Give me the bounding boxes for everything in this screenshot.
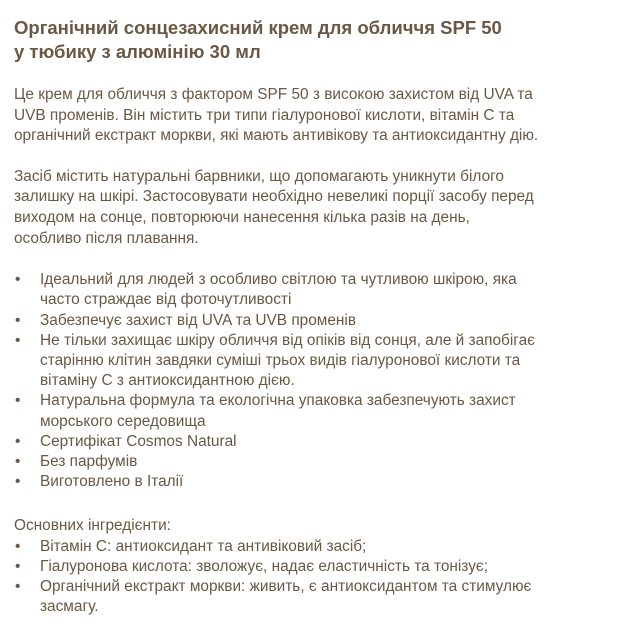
paragraph-line: Засіб містить натуральні барвники, що допомагають уникнути білого [14,167,504,185]
list-item-line: Виготовлено в Італії [40,473,184,491]
list-item-line: засмагу. [40,598,99,616]
bullet-icon: • [15,557,21,575]
bullet-icon: • [15,392,21,410]
list-item-line: часто страждає від фоточутливості [40,291,292,309]
list-item-line: старінню клітин завдяки суміші трьох видів гіалуронової кислоти та [40,351,521,369]
paragraph-line: органічний екстракт моркви, які мають антивікову та антиоксидантну дію. [14,127,539,145]
list-item-line: Не тільки захищає шкіру обличчя від опіків від сонця, але й запобігає [40,331,535,349]
product-description [14,16,618,617]
list-item [14,432,618,452]
ingredients-heading: Основних інгредієнти: [14,517,171,535]
paragraph-line: особливо після плавання. [14,229,199,247]
list-item-line: Ідеальний для людей з особливо світлою та чутливою шкірою, яка [40,271,517,289]
usage-paragraph [14,167,618,249]
paragraph-line: виходом на сонце, повторюючи нанесення кілька разів на день, [14,208,470,226]
list-item [14,557,618,577]
list-item-line: Забезпечує захист від UVA та UVB променів [40,311,357,329]
bullet-icon: • [15,432,21,450]
list-item-line: вітаміну С з антиоксидантною дією. [40,372,295,390]
features-list [14,270,618,492]
list-item-line: Гіалуронова кислота: зволожує, надає еластичність та тонізує; [40,557,489,575]
list-item-line: Вітамін С: антиоксидант та антивіковий засіб; [40,537,367,555]
list-item [14,472,618,492]
paragraph-line: Це крем для обличчя з фактором SPF 50 з високою захистом від UVA та [14,86,533,103]
list-item [14,270,618,310]
bullet-icon: • [15,537,21,555]
bullet-icon: • [15,271,21,289]
list-item-line: Сертифікат Cosmos Natural [40,432,237,450]
list-item [14,331,618,392]
bullet-icon: • [15,473,21,491]
list-item-line: морського середовища [40,412,206,430]
list-item [14,391,618,431]
list-item [14,537,618,557]
product-title-line: Органічний сонцезахисний крем для обличчя SPF 50 [14,17,502,38]
list-item [14,452,618,472]
bullet-icon: • [15,311,21,329]
paragraph-line: UVB променів. Він містить три типи гіалуронової кислоти, вітамін С та [14,106,515,124]
bullet-icon: • [15,331,21,349]
list-item-line: Органічний екстракт моркви: живить, є антиоксидантом та стимулює [40,578,532,595]
list-item [14,311,618,331]
product-title [14,16,618,64]
bullet-icon: • [15,578,21,595]
product-title-line: у тюбику з алюмінію 30 мл [14,41,261,62]
list-item [14,577,618,617]
bullet-icon: • [15,452,21,470]
intro-paragraph [14,85,618,147]
paragraph-line: залишку на шкірі. Застосовувати необхідно невеликі порції засобу перед [14,188,534,206]
list-item-line: Без парфумів [40,452,138,470]
ingredients-list [14,537,618,618]
list-item-line: Натуральна формула та екологічна упаковка забезпечують захист [40,392,516,410]
